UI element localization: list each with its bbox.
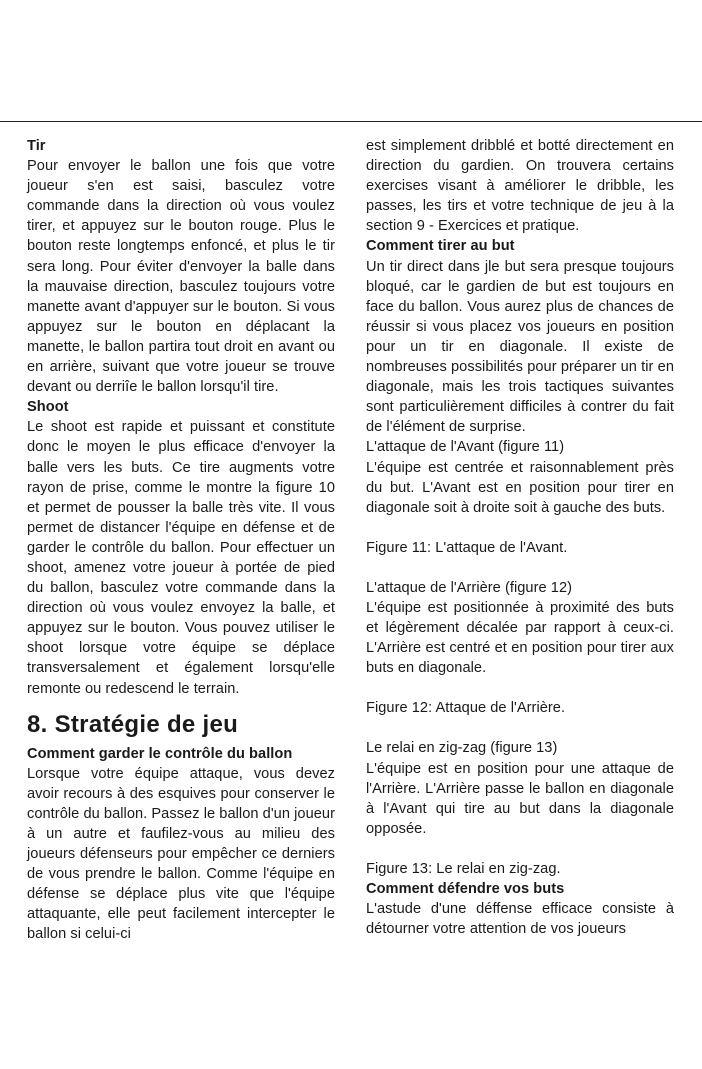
left-column bbox=[27, 136, 335, 945]
controle-paragraph: Lorsque votre équipe attaque, vous devez avoir recours à des esquives pour conserver le contrôle du ballon. Passez le ballon d'un joueur à un autre et faufilez-vous au milieu des joueurs défenseurs pour empêcher ce derniers de vous prendre le ballon. Comme l'équipe en défense se déplace plus vite que l'équipe attaquante, elle peut facilement intercepter le ballon si celui-ci bbox=[27, 765, 335, 943]
avant-paragraph: L'équipe est centrée et raisonnablement près du but. L'Avant est en position pour tirer en diagonale soit à droite soit à gauche des buts. bbox=[366, 459, 674, 516]
arriere-label: L'attaque de l'Arrière (figure 12) bbox=[366, 579, 573, 596]
zigzag-paragraph: L'équipe est en position pour une attaque de l'Arrière. L'Arrière passe le ballon en diagonale à l'Avant qui tire au but dans la diagonale opposée. bbox=[366, 760, 674, 837]
tirer-paragraph: Un tir direct dans jle but sera presque toujours bloqué, car le gardien de but est toujours en face du ballon. Vous aurez plus de chances de réussir si vous placez vos joueurs en position pour un tir en diagonale. Il existe de nombreuses possibilités pour préparer un tir en diagonale, mais les trois tactiques suivantes sont particulièrement difficiles à contrer du fait de l'élément de surprise. bbox=[366, 258, 674, 436]
figure-13-caption: Figure 13: Le relai en zig-zag. bbox=[366, 860, 561, 877]
tirer-heading: Comment tirer au but bbox=[366, 238, 515, 255]
tir-paragraph: Pour envoyer le ballon une fois que votre joueur s'en est saisi, basculez votre commande dans la direction où vous voulez tirer, et appuyez sur le bouton rouge. Plus le bouton reste longtemps enfoncé, et plus le tir sera long. Pour éviter d'envoyer la balle dans la mauvaise direction, basculez toujours votre manette avant d'appuyer sur le bouton. Si vous appuyez sur le bouton en déplacant la manette, le ballon partira tout droit en avant ou en arrière, suivant que votre joueur se trouve devant ou derriîe le ballon lorsqu'il tire. bbox=[27, 158, 335, 396]
header-rule bbox=[0, 121, 702, 122]
section-title: 8. Stratégie de jeu bbox=[27, 710, 239, 738]
controle-heading: Comment garder le contrôle du ballon bbox=[27, 745, 293, 762]
shoot-paragraph: Le shoot est rapide et puissant et constitute donc le moyen le plus efficace d'envoyer la balle vers les buts. Ce tire augments votre rayon de prise, comme le montre la figure 10 et permet de pousser la balle très vite. Il vous permet de distancer l'équipe en défense et de garder le contrôle du ballon. Pour effectuer un shoot, amenez votre joueur à portée de pied du ballon, basculez votre commande dans la direction où vous voulez envoyez la balle, et appuyez sur le bouton. Vous pouvez utiliser le shoot lorsque votre équipe se déplace transversalement et également lorsqu'elle remonte ou redescend le terrain. bbox=[27, 419, 335, 697]
shoot-heading: Shoot bbox=[27, 399, 69, 416]
zigzag-label: Le relai en zig-zag (figure 13) bbox=[366, 740, 558, 757]
figure-12-caption: Figure 12: Attaque de l'Arrière. bbox=[366, 700, 566, 717]
defendre-heading: Comment défendre vos buts bbox=[366, 881, 565, 897]
figure-11-caption: Figure 11: L'attaque de l'Avant. bbox=[366, 539, 568, 556]
continuation-paragraph: est simplement dribblé et botté directement en direction du gardien. On trouvera certains exercises visant à améliorer le dribble, les passes, les tirs et votre technique de jeu à la section 9 - Exercices et pratique. bbox=[366, 138, 674, 235]
avant-label: L'attaque de l'Avant (figure 11) bbox=[366, 439, 565, 456]
right-column bbox=[366, 136, 674, 939]
tir-heading: Tir bbox=[27, 138, 46, 154]
arriere-paragraph: L'équipe est positionnée à proximité des buts et légèrement décalée par rapport à ceux-ci. L'Arrière est centré et en position pour tirer aux buts en diagonale. bbox=[366, 599, 674, 677]
defendre-paragraph: L'astude d'une déffense efficace consiste à détourner votre attention de vos joueurs bbox=[366, 901, 674, 938]
